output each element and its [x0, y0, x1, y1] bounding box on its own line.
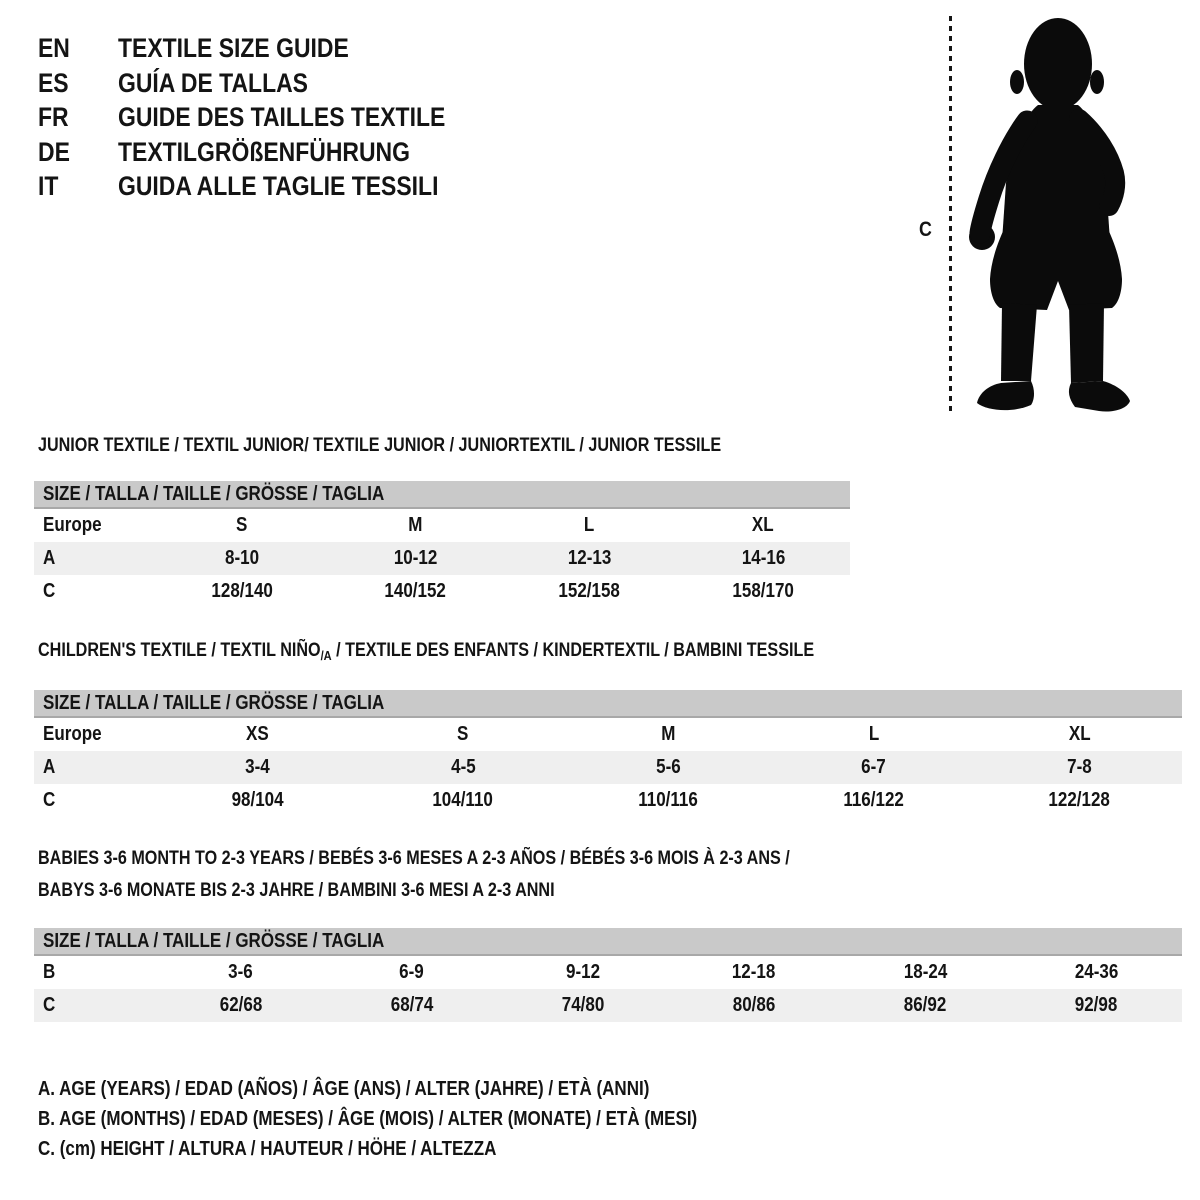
size-value-cell	[497, 956, 668, 989]
size-value-cell	[977, 718, 1182, 751]
babies-section-heading	[38, 843, 922, 907]
cell-text: L	[868, 723, 880, 745]
size-value-cell	[503, 509, 677, 542]
cell-text: 6-9	[399, 961, 425, 983]
size-value-cell	[676, 575, 850, 608]
language-title: GUÍA DE TALLAS	[118, 67, 308, 98]
size-value-cell	[155, 784, 360, 817]
cell-text: 14-16	[741, 547, 785, 569]
cell-text: 158/170	[732, 580, 794, 602]
language-title: GUIDA ALLE TAGLIE TESSILI	[118, 171, 439, 202]
cell-text: XS	[246, 723, 270, 745]
size-value-cell	[668, 956, 839, 989]
size-value-cell	[360, 718, 565, 751]
size-value-cell	[155, 542, 329, 575]
size-value-cell	[503, 575, 677, 608]
cell-text: C	[43, 580, 56, 602]
cell-text: L	[584, 514, 595, 536]
language-title: GUIDE DES TAILLES TEXTILE	[118, 102, 446, 133]
language-row-en	[38, 31, 503, 66]
footnote-b-text: B. AGE (MONTHS) / EDAD (MESES) / ÂGE (MOIS) / ALTER (MONATE) / ETÀ (MESI)	[38, 1108, 698, 1130]
cell-text: Europe	[43, 514, 102, 536]
cell-text: A	[43, 547, 56, 569]
size-value-cell	[155, 751, 360, 784]
size-header-bar	[34, 690, 1182, 718]
footnotes	[38, 1074, 814, 1164]
babies-heading-text-1: BABIES 3-6 MONTH TO 2-3 YEARS / BEBÉS 3-6 MESES A 2-3 AÑOS / BÉBÉS 3-6 MOIS À 2-3 ANS /	[38, 848, 790, 869]
size-value-cell	[155, 509, 329, 542]
size-value-cell	[676, 542, 850, 575]
size-header-bar	[34, 481, 850, 509]
size-table-row	[34, 718, 1182, 751]
cell-text: 12-18	[732, 961, 776, 983]
babies-heading-text-2: BABYS 3-6 MONATE BIS 2-3 JAHRE / BAMBINI 3-6 MESI A 2-3 ANNI	[38, 880, 555, 901]
language-code: IT	[38, 171, 59, 202]
cell-text: 12-13	[567, 547, 612, 569]
size-value-cell	[329, 575, 503, 608]
language-row-de	[38, 135, 503, 170]
cell-text: XL	[752, 514, 774, 536]
size-value-cell	[155, 989, 326, 1022]
size-value-cell	[566, 718, 771, 751]
cell-text: 140/152	[384, 580, 447, 602]
cell-text: 6-7	[861, 756, 887, 778]
size-value-cell	[771, 784, 976, 817]
cell-text: 18-24	[903, 961, 947, 983]
footnote-c	[38, 1134, 814, 1164]
babies-size-table-wrap	[34, 928, 1182, 1022]
size-table-row	[34, 542, 850, 575]
cell-text: 9-12	[565, 961, 600, 983]
cell-text: 104/110	[432, 789, 494, 811]
size-value-cell	[977, 751, 1182, 784]
language-code: ES	[38, 67, 69, 98]
cell-text: A	[43, 756, 56, 778]
cell-text: 98/104	[231, 789, 284, 811]
cell-text: M	[408, 514, 423, 536]
junior-heading-text: JUNIOR TEXTILE / TEXTIL JUNIOR/ TEXTILE JUNIOR / JUNIORTEXTIL / JUNIOR TESSILE	[38, 435, 722, 456]
cell-text: XL	[1068, 723, 1091, 745]
size-header-text: SIZE / TALLA / TAILLE / GRÖSSE / TAGLIA	[43, 930, 385, 952]
footnote-a-text: A. AGE (YEARS) / EDAD (AÑOS) / ÂGE (ANS) / ALTER (JAHRE) / ETÀ (ANNI)	[38, 1078, 650, 1100]
children-size-table-wrap	[34, 690, 1182, 817]
cell-text: 110/116	[638, 789, 699, 811]
size-value-cell	[326, 989, 497, 1022]
cell-text: M	[661, 723, 676, 745]
cell-text: C	[43, 994, 56, 1016]
cell-text: 24-36	[1074, 961, 1119, 983]
children-heading-main: CHILDREN'S TEXTILE / TEXTIL NIÑO	[38, 640, 321, 661]
row-label-cell	[34, 751, 155, 784]
language-title: TEXTILGRÖßENFÜHRUNG	[118, 136, 410, 167]
junior-section-heading	[38, 436, 842, 456]
cell-text: 3-4	[245, 756, 270, 778]
junior-size-table-wrap	[34, 481, 850, 608]
cell-text: 92/98	[1075, 994, 1118, 1016]
language-code: EN	[38, 33, 70, 63]
children-heading-subscript: /A	[320, 648, 332, 663]
language-title: TEXTILE SIZE GUIDE	[118, 33, 349, 63]
row-label-cell	[34, 575, 155, 608]
language-code: FR	[38, 102, 69, 133]
size-table-row	[34, 575, 850, 608]
cell-text: 80/86	[732, 994, 776, 1016]
cell-text: 122/128	[1048, 789, 1110, 811]
height-measure-dashed-line	[949, 16, 952, 416]
cell-text: Europe	[43, 723, 102, 745]
size-value-cell	[155, 575, 329, 608]
language-title-list	[38, 31, 503, 204]
size-value-cell	[497, 989, 668, 1022]
cell-text: 128/140	[211, 580, 273, 602]
size-header-text: SIZE / TALLA / TAILLE / GRÖSSE / TAGLIA	[43, 483, 385, 505]
size-value-cell	[155, 956, 326, 989]
cell-text: 10-12	[393, 547, 438, 569]
size-value-cell	[360, 751, 565, 784]
cell-text: C	[43, 789, 56, 811]
children-heading-text	[38, 641, 814, 666]
babies-size-table	[34, 956, 1182, 1022]
cell-text: 3-6	[228, 961, 253, 983]
language-row-it	[38, 169, 503, 204]
size-value-cell	[1011, 956, 1182, 989]
junior-size-table	[34, 509, 850, 608]
toddler-silhouette-icon	[963, 13, 1145, 419]
cell-text: 7-8	[1066, 756, 1092, 778]
babies-heading-line2	[38, 875, 922, 907]
size-header-bar	[34, 928, 1182, 956]
cell-text: 8-10	[224, 547, 259, 569]
cell-text: 74/80	[561, 994, 605, 1016]
size-value-cell	[771, 718, 976, 751]
language-row-es	[38, 66, 503, 101]
size-value-cell	[503, 542, 677, 575]
cell-text: 62/68	[219, 994, 262, 1016]
size-table-row	[34, 989, 1182, 1022]
cell-text: 152/158	[558, 580, 621, 602]
language-row-fr	[38, 100, 503, 135]
size-value-cell	[155, 718, 360, 751]
language-code: DE	[38, 136, 70, 167]
size-value-cell	[329, 542, 503, 575]
row-label-cell	[34, 989, 155, 1022]
footnote-a	[38, 1074, 814, 1104]
row-label-cell	[34, 784, 155, 817]
size-value-cell	[668, 989, 839, 1022]
size-value-cell	[771, 751, 976, 784]
size-table-row	[34, 956, 1182, 989]
cell-text: B	[43, 961, 56, 983]
cell-text: S	[457, 723, 469, 745]
size-table-row	[34, 509, 850, 542]
size-value-cell	[977, 784, 1182, 817]
footnote-b	[38, 1104, 814, 1134]
cell-text: 116/122	[843, 789, 905, 811]
size-value-cell	[360, 784, 565, 817]
size-value-cell	[566, 751, 771, 784]
children-heading-rest: / TEXTILE DES ENFANTS / KINDERTEXTIL / BAMBINI TESSILE	[331, 640, 815, 661]
size-table-row	[34, 751, 1182, 784]
size-value-cell	[326, 956, 497, 989]
size-table-row	[34, 784, 1182, 817]
cell-text: S	[236, 514, 248, 536]
size-header-text: SIZE / TALLA / TAILLE / GRÖSSE / TAGLIA	[43, 692, 385, 714]
children-section-heading	[38, 641, 951, 666]
cell-text: 68/74	[390, 994, 434, 1016]
babies-heading-line1	[38, 843, 922, 875]
size-value-cell	[329, 509, 503, 542]
size-value-cell	[566, 784, 771, 817]
height-measure-label: C	[919, 218, 932, 241]
size-value-cell	[840, 956, 1011, 989]
footnote-c-text: C. (cm) HEIGHT / ALTURA / HAUTEUR / HÖHE / ALTEZZA	[38, 1138, 497, 1160]
children-size-table	[34, 718, 1182, 817]
cell-text: 86/92	[903, 994, 947, 1016]
row-label-cell	[34, 509, 155, 542]
size-value-cell	[840, 989, 1011, 1022]
size-value-cell	[1011, 989, 1182, 1022]
cell-text: 5-6	[656, 756, 681, 778]
size-value-cell	[676, 509, 850, 542]
row-label-cell	[34, 956, 155, 989]
cell-text: 4-5	[450, 756, 476, 778]
row-label-cell	[34, 718, 155, 751]
row-label-cell	[34, 542, 155, 575]
